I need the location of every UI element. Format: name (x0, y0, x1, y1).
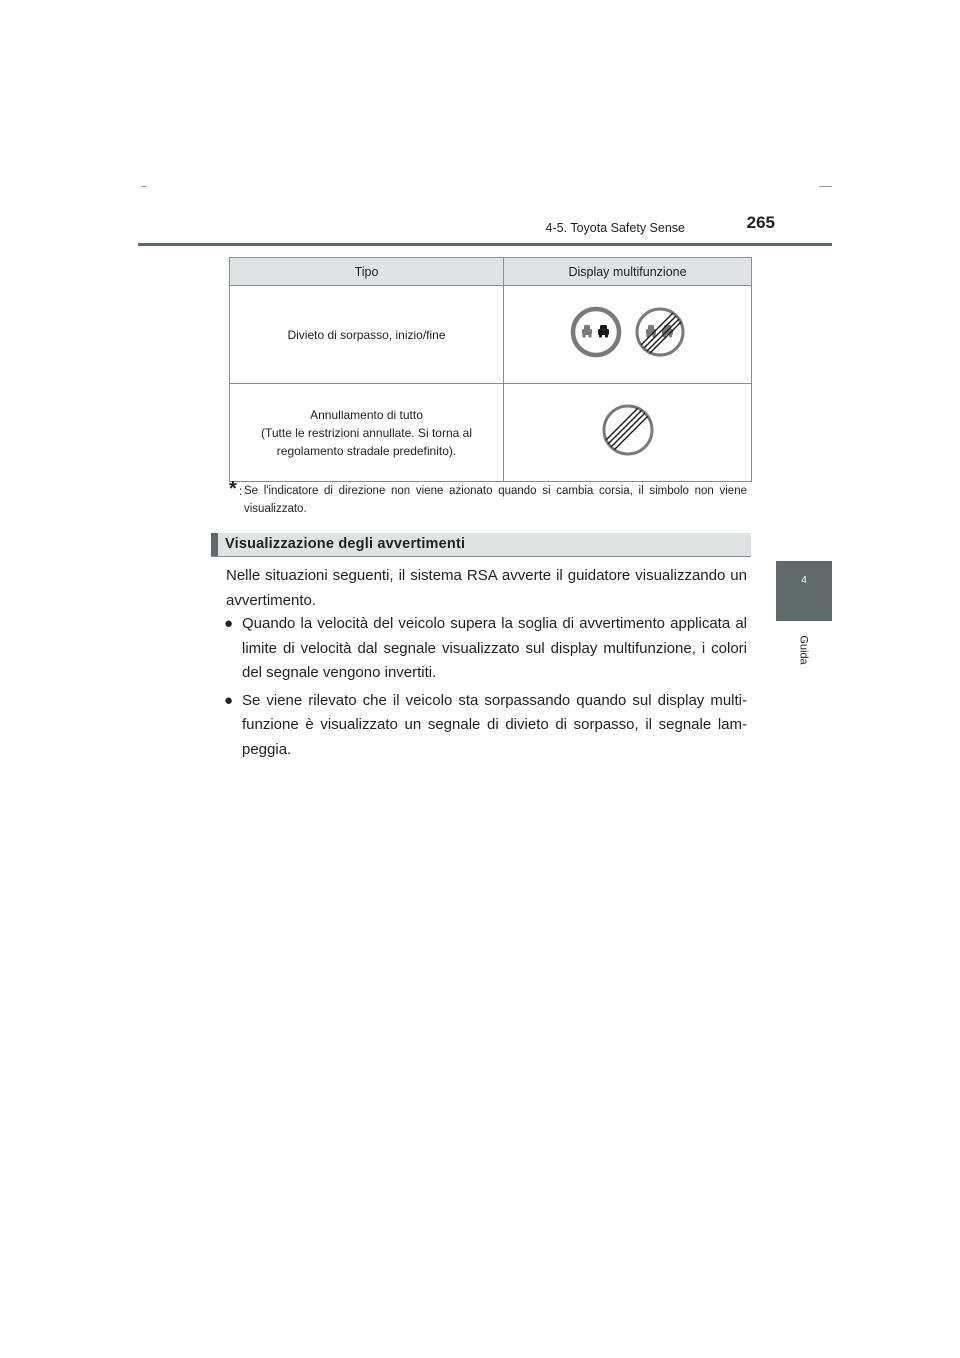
section-heading-text: Visualizzazione degli avvertimenti (225, 536, 466, 552)
type-cell (230, 286, 504, 384)
table-row (230, 384, 752, 482)
chapter-tab (776, 561, 832, 621)
list-item (224, 689, 747, 763)
running-header-section: 4-5. Toyota Safety Sense (545, 221, 685, 235)
no-overtaking-sign-icon (573, 309, 619, 355)
type-cell (230, 384, 504, 482)
table-header-row (230, 258, 752, 286)
section-heading-bar (211, 533, 218, 556)
crop-mark-left (141, 186, 146, 187)
display-cell (504, 286, 752, 384)
chapter-label-wrap (780, 625, 828, 675)
footnote-text: Se l'indicatore di direzione non viene azionato quando si cambia corsia, il simbolo non viene visualizzato. (244, 485, 747, 515)
table-row (230, 286, 752, 384)
sign-pair (558, 302, 698, 362)
end-no-overtaking-sign-icon (637, 309, 683, 355)
chapter-label: Guida (797, 635, 810, 665)
type-line: (Tutte le restrizioni annullate. Si torna al (261, 425, 472, 440)
display-cell (504, 384, 752, 482)
bullet-text: Se viene rilevato che il veicolo sta sorpassando quando sul display multi-funzione è visualizzato un segnale di divieto di sorpasso, il segnale lam-peggia. (242, 691, 747, 758)
type-line: regolamento stradale predefinito). (276, 443, 457, 458)
type-line: Divieto di sorpasso, inizio/fine (287, 327, 446, 342)
section-heading (211, 533, 751, 557)
chapter-number: 4 (801, 575, 807, 586)
page-number: 265 (746, 213, 775, 232)
type-line: Annullamento di tutto (310, 407, 423, 422)
header-rule (138, 243, 832, 246)
bullet-dot-icon: ● (224, 691, 234, 709)
table-footnote (229, 478, 747, 518)
column-header-display: Display multifunzione (504, 258, 752, 286)
footnote-separator: : (239, 486, 243, 498)
crop-mark-right (819, 186, 832, 187)
end-all-restrictions-sign-icon (598, 400, 658, 460)
sign-type-table (229, 257, 752, 482)
list-item (224, 612, 747, 686)
intro-paragraph: Nelle situazioni seguenti, il sistema RSA avverte il guidatore visualizzando un avvertimento. (226, 567, 747, 609)
footnote-marker: * (229, 478, 237, 500)
bullet-dot-icon: ● (224, 615, 234, 632)
column-header-type: Tipo (230, 258, 504, 286)
bullet-text: Quando la velocità del veicolo supera la soglia di avvertimento applicata al limite di velocità dal segnale visualizzato sul display multifunzione, i colori del segnale vengono invertiti. (242, 615, 747, 681)
bullet-list (224, 612, 747, 765)
